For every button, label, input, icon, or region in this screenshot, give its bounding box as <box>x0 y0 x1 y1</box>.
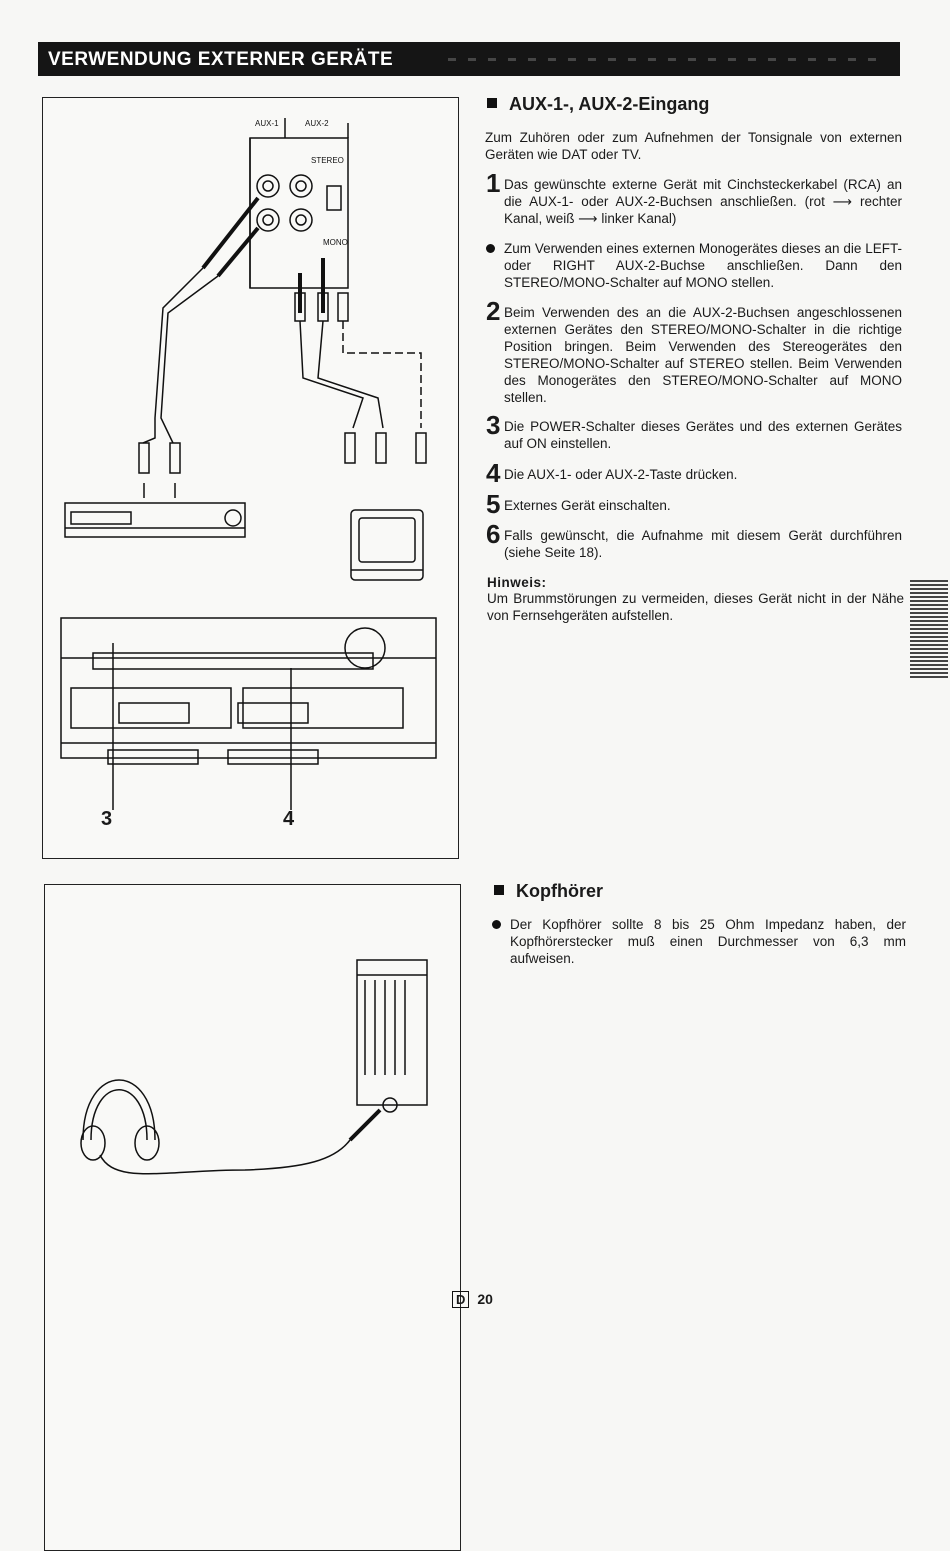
note-heading: Hinweis: <box>487 575 547 590</box>
aux-connection-figure <box>42 97 459 859</box>
aux-section-title: AUX-1-, AUX-2-Eingang <box>487 94 709 115</box>
side-index-tab <box>910 580 948 678</box>
page-language-box: D <box>452 1291 469 1308</box>
callout-3: 3 <box>101 808 113 830</box>
bullet-icon <box>492 920 501 929</box>
headphones-section-title: Kopfhörer <box>494 881 603 902</box>
step-6: 6 Falls gewünscht, die Aufnahme mit diesem Gerät durchführen (siehe Seite 18). <box>486 519 902 560</box>
label-stereo: STEREO <box>311 156 344 165</box>
section-header-bar <box>38 42 900 76</box>
callout-4: 4 <box>283 808 295 830</box>
step-4: 4 Die AUX-1- oder AUX-2-Taste drücken. <box>486 458 738 488</box>
label-mono: MONO <box>323 238 348 247</box>
aux-intro-text: Zum Zuhören oder zum Aufnehmen der Tonsignale von externen Geräten wie DAT oder TV. <box>485 130 902 162</box>
step-5: 5 Externes Gerät einschalten. <box>486 489 671 519</box>
bullet-icon <box>486 244 495 253</box>
mono-bullet: Zum Verwenden eines externen Monogerätes dieses an die LEFT- oder RIGHT AUX-2-Buchse anschließen. Dann den STEREO/MONO-Schalter auf MONO stellen. <box>486 240 902 291</box>
label-aux2: AUX-2 <box>305 119 329 128</box>
step-3: 3 Die POWER-Schalter dieses Gerätes und des externen Gerätes auf ON einstellen. <box>486 410 902 451</box>
section-square-icon <box>487 98 497 108</box>
aux-connection-drawing <box>43 98 458 858</box>
headphones-figure <box>44 884 461 1551</box>
header-print-artifact <box>448 58 888 61</box>
section-header-title: VERWENDUNG EXTERNER GERÄTE <box>48 49 394 70</box>
note-text: Um Brummstörungen zu vermeiden, dieses Gerät nicht in der Nähe von Fernsehgeräten aufstellen. <box>487 591 904 623</box>
step-1: 1 Das gewünschte externe Gerät mit Cinchsteckerkabel (RCA) an die AUX-1- oder AUX-2-Buchsen anschließen. (rot ⟶ rechter Kanal, weiß ⟶ linker Kanal) <box>486 168 902 226</box>
section-square-icon <box>494 885 504 895</box>
label-aux1: AUX-1 <box>255 119 279 128</box>
step-2: 2 Beim Verwenden des an die AUX-2-Buchsen angeschlossenen externen Gerätes den STEREO/MONO-Schalter in die richtige Position bringen. Beim Verwenden des Stereogerätes den STEREO/MONO-Schalter auf STEREO stellen. Beim Verwenden des Monogerätes den STEREO/MONO-Schalter auf MONO stellen. <box>486 296 902 405</box>
page-number: D 20 <box>452 1291 493 1308</box>
headphones-drawing <box>45 885 460 1550</box>
headphones-bullet: Der Kopfhörer sollte 8 bis 25 Ohm Impedanz haben, der Kopfhörerstecker muß einen Durchmesser von 6,3 mm aufweisen. <box>492 916 906 967</box>
